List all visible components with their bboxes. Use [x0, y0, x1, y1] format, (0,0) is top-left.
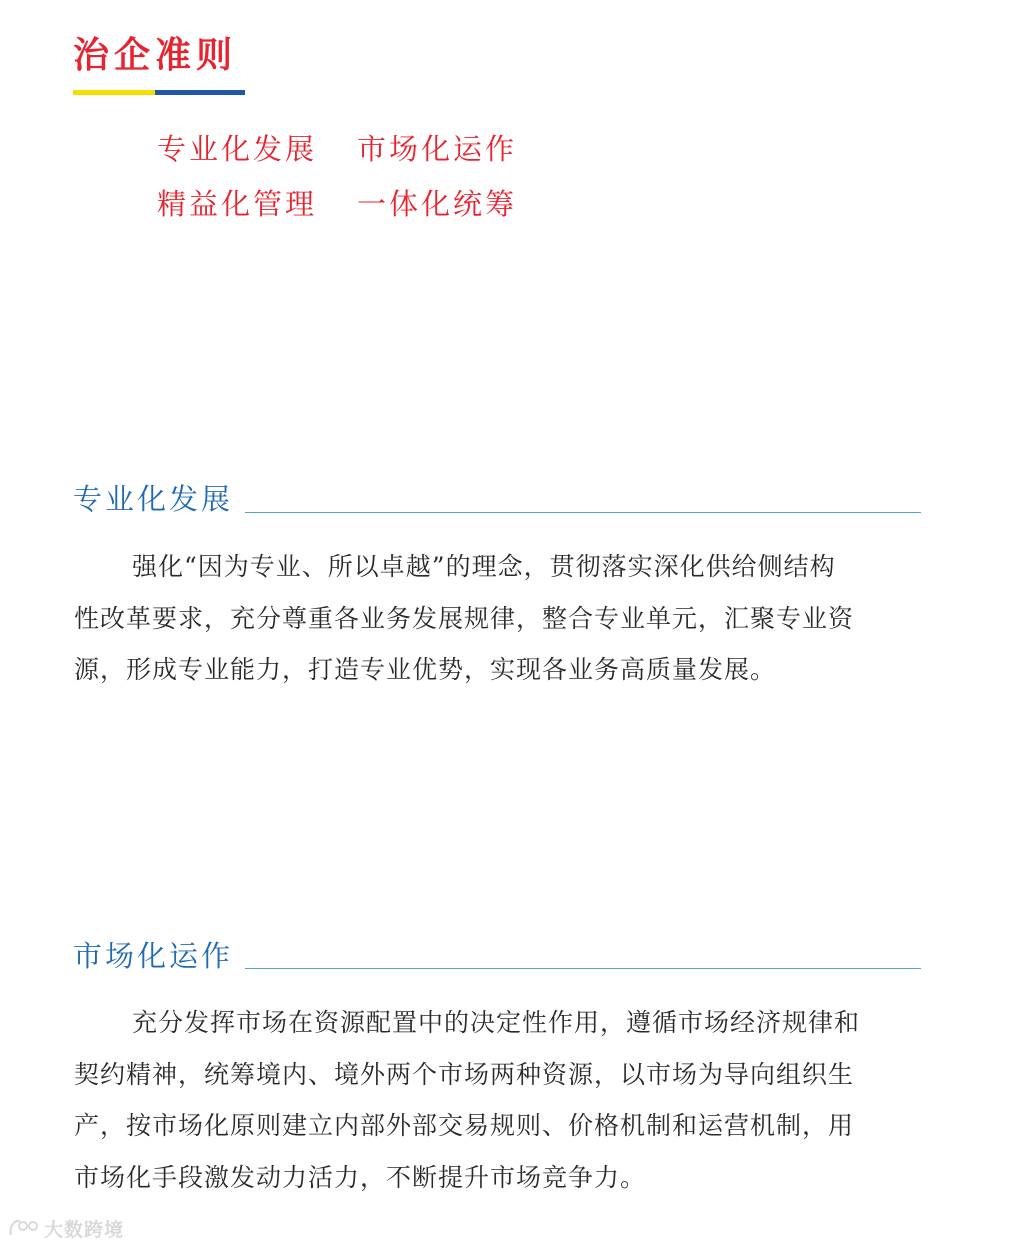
body-line: 强化“因为专业、所以卓越”的理念，贯彻落实深化供给侧结构	[132, 552, 836, 581]
body-line: 充分发挥市场在资源配置中的决定性作用，遵循市场经济规律和	[132, 1008, 861, 1037]
title-underline-blue	[155, 90, 245, 95]
section-body-professional	[74, 541, 924, 696]
principle-professional: 专业化发展	[157, 132, 318, 166]
body-line: 源，形成专业能力，打造专业优势，实现各业务高质量发展。	[74, 655, 777, 684]
body-line: 市场化手段激发动力活力，不断提升市场竞争力。	[74, 1162, 647, 1192]
section-heading-market: 市场化运作	[73, 939, 234, 973]
body-line: 产，按市场化原则建立内部外部交易规则、价格机制和运营机制，用	[74, 1111, 855, 1140]
principle-integration: 一体化统筹	[357, 187, 518, 221]
section-heading-professional: 专业化发展	[73, 482, 234, 516]
section-rule	[245, 512, 921, 513]
body-line: 契约精神，统筹境内、境外两个市场两种资源，以市场为导向组织生	[74, 1059, 855, 1089]
title-underline	[73, 90, 245, 95]
page-title: 治企准则	[73, 35, 238, 76]
title-underline-yellow	[73, 90, 155, 95]
principle-lean: 精益化管理	[157, 187, 318, 221]
principle-market: 市场化运作	[357, 132, 518, 166]
body-line: 性改革要求，充分尊重各业务发展规律，整合专业单元，汇聚专业资	[74, 603, 855, 633]
section-body-market	[74, 997, 924, 1203]
logo-icon	[8, 1217, 40, 1239]
watermark	[8, 1214, 124, 1242]
watermark-text: 大数跨境	[44, 1218, 125, 1241]
section-rule	[245, 968, 921, 969]
